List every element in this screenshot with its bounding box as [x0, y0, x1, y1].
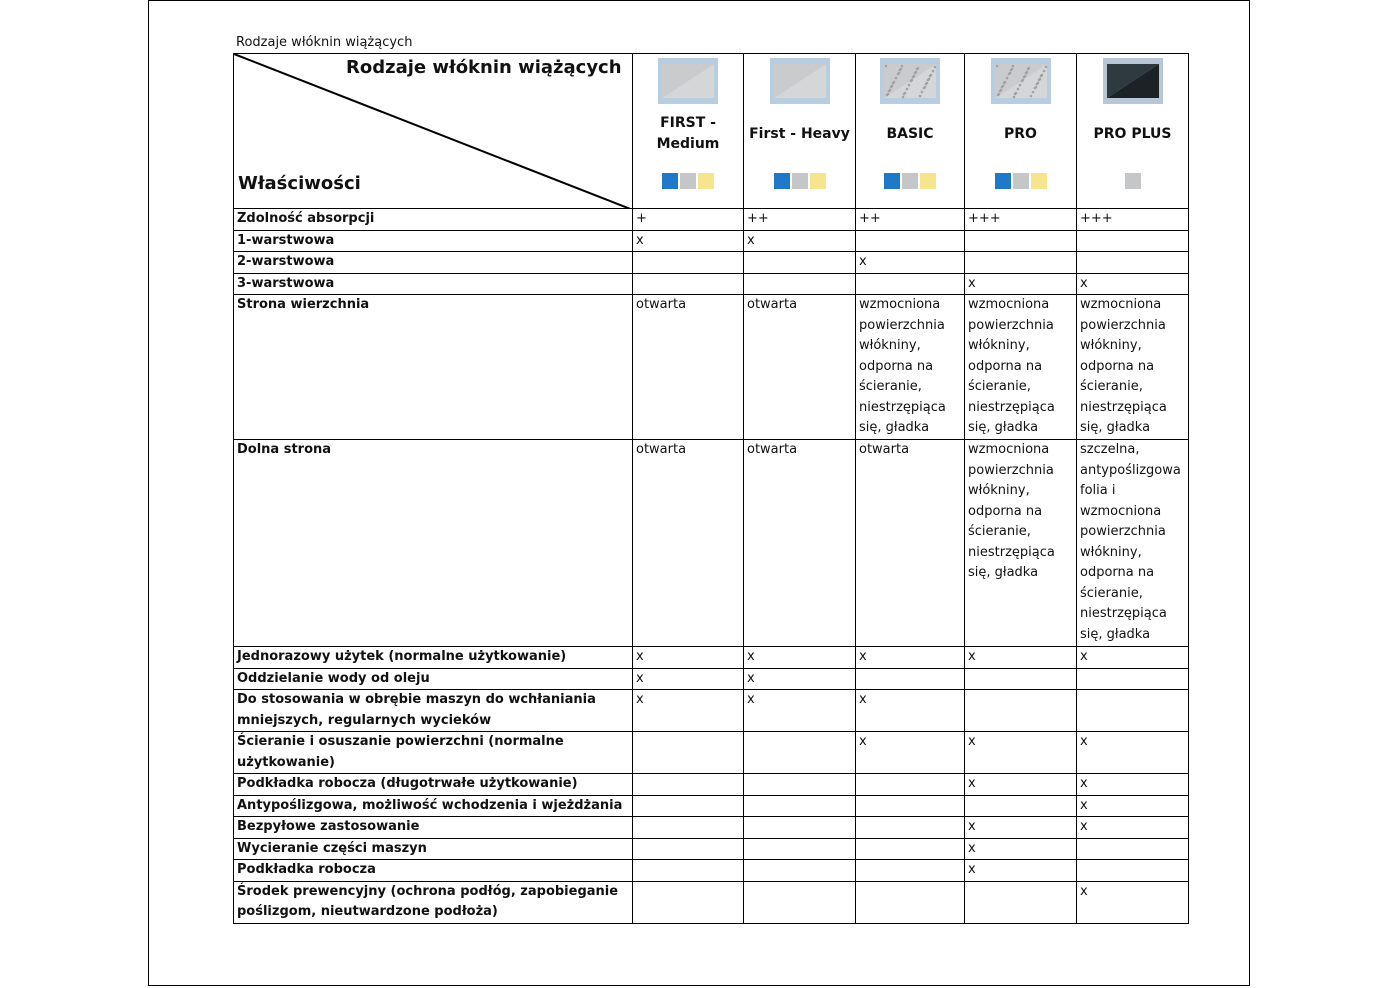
- color-variants: [661, 172, 715, 190]
- property-value: x: [1077, 732, 1189, 774]
- product-name: PRO: [1004, 125, 1037, 142]
- property-value: szczelna, antypoślizgowa folia i wzmocniona powierzchnia włókniny, odporna na ścieranie, niestrzępiąca się, gładka: [1077, 440, 1189, 647]
- property-value: [744, 881, 856, 923]
- property-value: [856, 860, 965, 882]
- color-chip-yellow: [1031, 173, 1047, 189]
- property-label: Zdolność absorpcji: [234, 209, 633, 231]
- property-value: [633, 817, 744, 839]
- table-row: [234, 273, 1189, 295]
- property-value: x: [856, 647, 965, 669]
- property-value: [856, 230, 965, 252]
- property-value: [1077, 252, 1189, 274]
- property-value: x: [965, 817, 1077, 839]
- property-value: [1077, 690, 1189, 732]
- table-row: [234, 774, 1189, 796]
- property-value: x: [965, 732, 1077, 774]
- header-subtitle: Właściwości: [238, 173, 361, 194]
- property-value: [633, 881, 744, 923]
- property-value: [744, 273, 856, 295]
- property-value: [965, 668, 1077, 690]
- table-row: [234, 440, 1189, 647]
- table-row: [234, 690, 1189, 732]
- property-value: x: [633, 647, 744, 669]
- property-value: [965, 795, 1077, 817]
- property-value: x: [1077, 795, 1189, 817]
- property-value: [856, 838, 965, 860]
- property-value: x: [965, 647, 1077, 669]
- product-swatch-image: [658, 58, 718, 104]
- color-variants: [994, 172, 1048, 190]
- property-value: [744, 795, 856, 817]
- property-value: [1077, 860, 1189, 882]
- table-row: [234, 295, 1189, 440]
- property-value: otwarta: [744, 440, 856, 647]
- color-chip-gray: [1013, 173, 1029, 189]
- property-label: 1-warstwowa: [234, 230, 633, 252]
- product-header-pro-plus: [1077, 54, 1189, 209]
- property-value: x: [633, 230, 744, 252]
- property-label: Środek prewencyjny (ochrona podłóg, zapobieganie poślizgom, nieutwardzone podłoża): [234, 881, 633, 923]
- color-chip-blue: [995, 173, 1011, 189]
- property-value: x: [965, 860, 1077, 882]
- table-row: [234, 838, 1189, 860]
- color-chip-gray: [902, 173, 918, 189]
- property-value: wzmocniona powierzchnia włókniny, odporna na ścieranie, niestrzępiąca się, gładka: [965, 440, 1077, 647]
- property-value: [744, 838, 856, 860]
- color-chip-gray: [792, 173, 808, 189]
- diagonal-header-cell: [234, 54, 633, 209]
- property-value: otwarta: [633, 295, 744, 440]
- property-value: +++: [965, 209, 1077, 231]
- property-value: x: [633, 690, 744, 732]
- product-header-first-medium: [633, 54, 744, 209]
- table-row: [234, 668, 1189, 690]
- property-label: Podkładka robocza (długotrwałe użytkowanie): [234, 774, 633, 796]
- property-value: otwarta: [744, 295, 856, 440]
- table-row: [234, 732, 1189, 774]
- product-name: FIRST - Medium: [656, 115, 720, 152]
- product-name: PRO PLUS: [1093, 125, 1172, 142]
- property-value: [633, 860, 744, 882]
- table-row: [234, 647, 1189, 669]
- property-value: [965, 881, 1077, 923]
- property-value: [1077, 230, 1189, 252]
- property-value: [965, 690, 1077, 732]
- property-value: ++: [744, 209, 856, 231]
- property-label: Wycieranie części maszyn: [234, 838, 633, 860]
- property-value: [633, 838, 744, 860]
- property-value: x: [1077, 273, 1189, 295]
- property-value: x: [1077, 817, 1189, 839]
- property-value: [965, 252, 1077, 274]
- property-value: x: [965, 273, 1077, 295]
- property-value: x: [744, 668, 856, 690]
- color-chip-yellow: [920, 173, 936, 189]
- property-value: otwarta: [633, 440, 744, 647]
- property-label: 3-warstwowa: [234, 273, 633, 295]
- property-value: [744, 252, 856, 274]
- property-value: wzmocniona powierzchnia włókniny, odporna na ścieranie, niestrzępiąca się, gładka: [965, 295, 1077, 440]
- color-chip-yellow: [810, 173, 826, 189]
- property-value: wzmocniona powierzchnia włókniny, odporna na ścieranie, niestrzępiąca się, gładka: [856, 295, 965, 440]
- table-row: [234, 209, 1189, 231]
- property-label: Podkładka robocza: [234, 860, 633, 882]
- property-label: Jednorazowy użytek (normalne użytkowanie): [234, 647, 633, 669]
- property-value: [633, 252, 744, 274]
- table-row: [234, 860, 1189, 882]
- property-value: [633, 273, 744, 295]
- property-value: [744, 732, 856, 774]
- table-row: [234, 252, 1189, 274]
- product-name: First - Heavy: [749, 125, 850, 142]
- color-chip-gray: [680, 173, 696, 189]
- color-chip-blue: [662, 173, 678, 189]
- color-variants: [773, 172, 827, 190]
- property-value: [633, 795, 744, 817]
- comparison-table: [233, 53, 1189, 924]
- property-value: [744, 817, 856, 839]
- property-value: [965, 230, 1077, 252]
- property-label: Do stosowania w obrębie maszyn do wchłaniania mniejszych, regularnych wycieków: [234, 690, 633, 732]
- color-chip-yellow: [698, 173, 714, 189]
- table-row: [234, 881, 1189, 923]
- property-value: x: [744, 647, 856, 669]
- property-value: [856, 795, 965, 817]
- document-caption: Rodzaje włóknin wiążących: [236, 35, 413, 50]
- property-label: Dolna strona: [234, 440, 633, 647]
- property-value: x: [965, 838, 1077, 860]
- color-chip-gray: [1125, 173, 1141, 189]
- header-title: Rodzaje włóknin wiążących: [346, 57, 622, 78]
- property-value: [856, 668, 965, 690]
- table-row: [234, 230, 1189, 252]
- property-value: x: [633, 668, 744, 690]
- property-label: 2-warstwowa: [234, 252, 633, 274]
- property-label: Strona wierzchnia: [234, 295, 633, 440]
- property-value: x: [744, 690, 856, 732]
- property-label: Oddzielanie wody od oleju: [234, 668, 633, 690]
- product-header-first-heavy: [744, 54, 856, 209]
- table-body: [234, 209, 1189, 924]
- color-chip-blue: [884, 173, 900, 189]
- table-row: [234, 817, 1189, 839]
- property-value: +++: [1077, 209, 1189, 231]
- property-value: [1077, 668, 1189, 690]
- product-swatch-image: [991, 58, 1051, 104]
- color-chip-blue: [774, 173, 790, 189]
- property-value: [856, 881, 965, 923]
- color-variants: [883, 172, 937, 190]
- property-value: x: [1077, 774, 1189, 796]
- property-value: x: [856, 252, 965, 274]
- property-value: [744, 774, 856, 796]
- property-value: [744, 860, 856, 882]
- property-value: x: [856, 690, 965, 732]
- property-label: Antypoślizgowa, możliwość wchodzenia i wjeżdżania: [234, 795, 633, 817]
- product-header-pro: [965, 54, 1077, 209]
- table-row: [234, 795, 1189, 817]
- property-value: [856, 774, 965, 796]
- property-value: [1077, 838, 1189, 860]
- property-value: otwarta: [856, 440, 965, 647]
- property-label: Ścieranie i osuszanie powierzchni (normalne użytkowanie): [234, 732, 633, 774]
- header-row: [234, 54, 1189, 209]
- product-header-basic: [856, 54, 965, 209]
- property-value: x: [1077, 647, 1189, 669]
- property-value: x: [965, 774, 1077, 796]
- property-value: x: [1077, 881, 1189, 923]
- property-value: [856, 273, 965, 295]
- property-label: Bezpyłowe zastosowanie: [234, 817, 633, 839]
- product-swatch-image: [1103, 58, 1163, 104]
- property-value: ++: [856, 209, 965, 231]
- property-value: [633, 732, 744, 774]
- color-variants: [1124, 172, 1142, 190]
- property-value: [856, 817, 965, 839]
- product-swatch-image: [880, 58, 940, 104]
- property-value: +: [633, 209, 744, 231]
- property-value: x: [856, 732, 965, 774]
- property-value: wzmocniona powierzchnia włókniny, odporna na ścieranie, niestrzępiąca się, gładka: [1077, 295, 1189, 440]
- property-value: [633, 774, 744, 796]
- product-name: BASIC: [886, 125, 934, 142]
- property-value: x: [744, 230, 856, 252]
- product-swatch-image: [770, 58, 830, 104]
